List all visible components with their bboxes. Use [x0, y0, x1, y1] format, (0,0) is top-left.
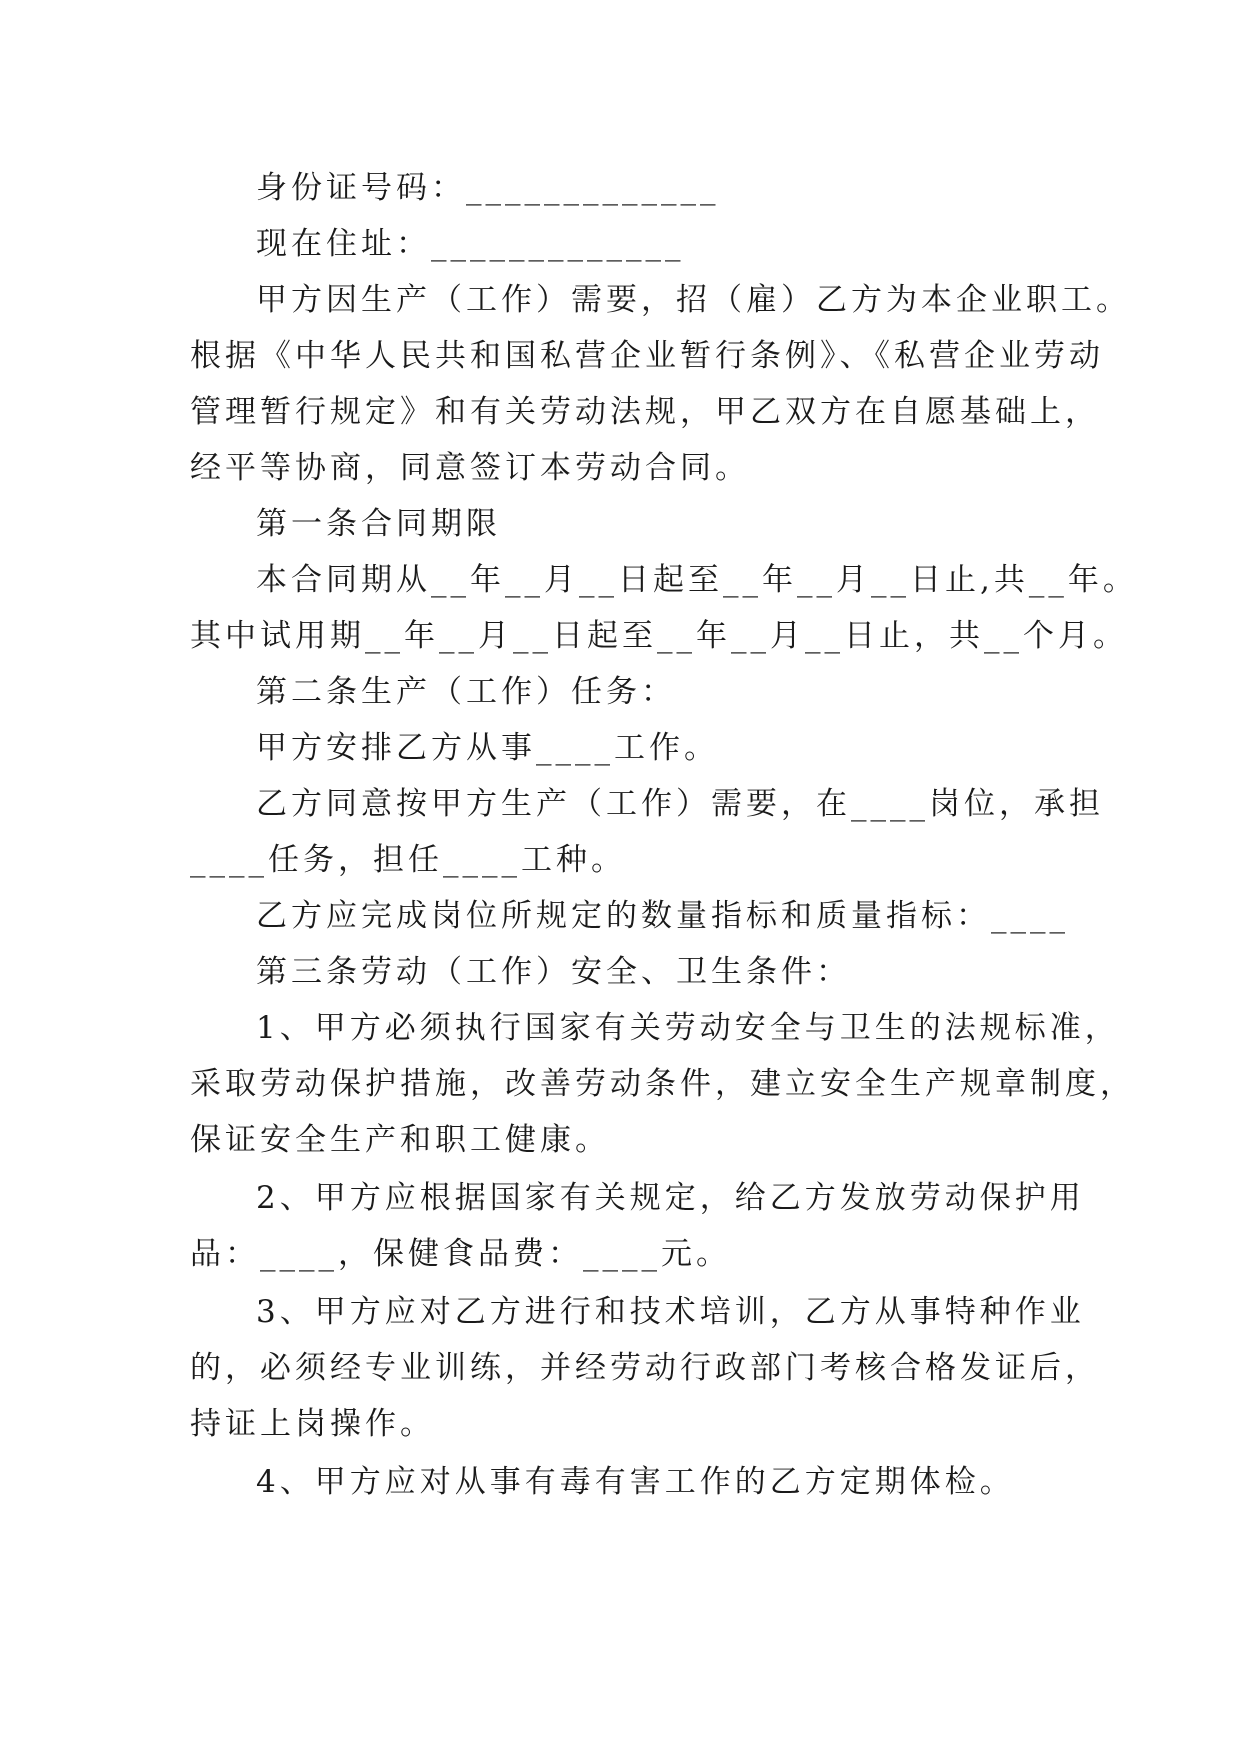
clause-1-line-1: 1、甲方必须执行国家有关劳动安全与卫生的法规标准，	[256, 1010, 1120, 1046]
article-2-heading: 第二条生产（工作）任务：	[256, 674, 676, 710]
clause-1-line-2: 采取劳动保护措施，改善劳动条件，建立安全生产规章制度，	[190, 1066, 1135, 1102]
article-3-heading: 第三条劳动（工作）安全、卫生条件：	[256, 954, 851, 990]
preamble-line-3: 管理暂行规定》和有关劳动法规，甲乙双方在自愿基础上，	[190, 394, 1100, 430]
preamble-line-2: 根据《中华人民共和国私营企业暂行条例》、《私营企业劳动	[190, 338, 1104, 374]
article-1-heading: 第一条合同期限	[256, 506, 501, 542]
contract-term-line: 本合同期从__年__月__日起至__年__月__日止,共__年。	[256, 562, 1138, 598]
position-line-1: 乙方同意按甲方生产（工作）需要，在____岗位，承担	[256, 786, 1104, 822]
clause-3-line-2: 的，必须经专业训练，并经劳动行政部门考核合格发证后，	[190, 1350, 1100, 1386]
clause-3-line-1: 3、甲方应对乙方进行和技术培训，乙方从事特种作业	[256, 1294, 1085, 1330]
id-number-line: 身份证号码：_____________	[256, 170, 720, 206]
clause-4-line-1: 4、甲方应对从事有毒有害工作的乙方定期体检。	[256, 1464, 1015, 1500]
position-line-2: ____任务，担任____工种。	[190, 842, 626, 878]
quota-line: 乙方应完成岗位所规定的数量指标和质量指标：____	[256, 898, 1069, 934]
clause-1-line-3: 保证安全生产和职工健康。	[190, 1122, 610, 1158]
document-body	[190, 160, 1138, 1510]
preamble-line-4: 经平等协商，同意签订本劳动合同。	[190, 450, 750, 486]
probation-term-line: 其中试用期__年__月__日起至__年__月__日止，共__个月。	[190, 618, 1128, 654]
address-line: 现在住址：_____________	[256, 226, 685, 262]
work-assignment-line: 甲方安排乙方从事____工作。	[256, 730, 719, 766]
preamble-line-1: 甲方因生产（工作）需要，招（雇）乙方为本企业职工。	[256, 282, 1131, 318]
clause-2-line-1: 2、甲方应根据国家有关规定，给乙方发放劳动保护用	[256, 1180, 1085, 1216]
clause-3-line-3: 持证上岗操作。	[190, 1406, 435, 1442]
clause-2-line-2: 品：____，保健食品费：____元。	[190, 1236, 731, 1272]
